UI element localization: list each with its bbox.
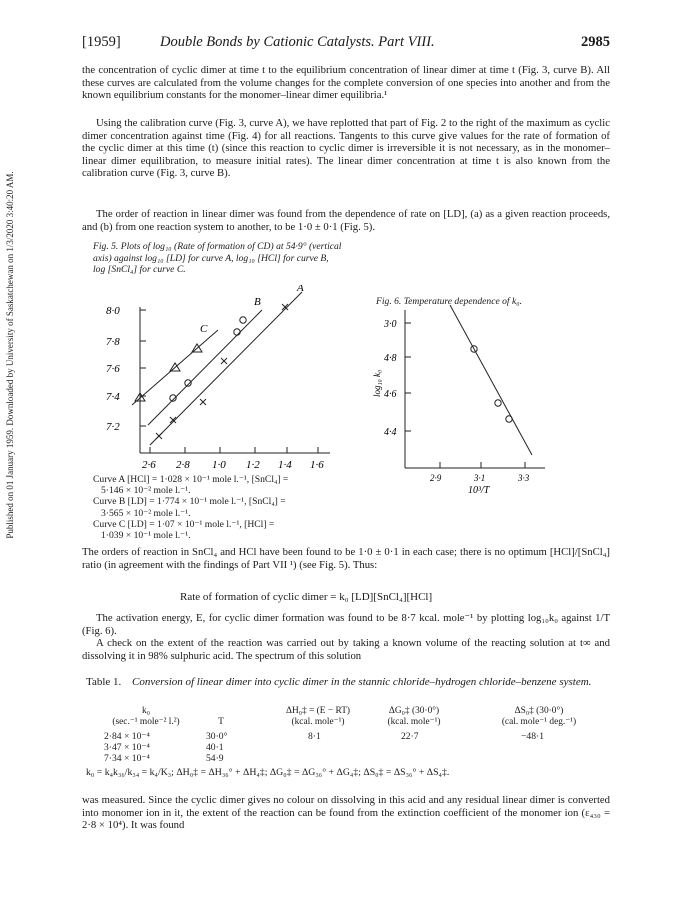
page-number: 2985 [581,34,610,50]
table-cell: 54·9 [206,753,224,765]
paragraph-3: The order of reaction in linear dimer was found from the dependence of rate on [LD], (a) as a given reaction proceeds, and (b) from one reaction system to another, to be 1·0 ± 0·1 (Fig. 5). [82,208,610,233]
header-ds-unit: (cal. mole⁻¹ deg.⁻¹) [501,717,577,727]
fig6-ytick: 3·0 [384,319,397,330]
fig5-legend-line: Curve A [HCl] = 1·028 × 10⁻¹ mole l.⁻¹, [SnCl₄] = [93,474,289,485]
table-cell: 8·1 [308,731,321,742]
table-cell: 3·47 × 10⁻⁴ [104,742,150,754]
fig5-ytick: 7·4 [106,391,120,403]
table1-header-k0 [94,706,198,728]
fig5-ytick: 7·6 [106,363,120,375]
paragraph-orders: The orders of reaction in SnCl₄ and HCl have been found to be 1·0 ± 0·1 in each case; there is no optimum [HCl]/[SnCl₄] ratio (in agreement with the findings of Part VII ¹) (see Fig. 5). Thus: [82,546,610,571]
fig6-fit-line [450,305,532,455]
header-year: [1959] [82,34,121,50]
fig5-label-c: C [200,323,208,335]
fig5-label-b: B [254,296,261,308]
header-ds: ΔS₀‡ (30·0°) [514,706,564,716]
header-k0: k₀ [142,706,150,716]
table-cell: −48·1 [521,731,544,742]
table1-col-t [206,731,227,765]
fig5-point [234,329,240,335]
header-dh: ΔH₀‡ = (E − RT) [285,706,351,716]
table1-header-t: T [218,717,224,727]
header-k0-unit: (sec.⁻¹ mole⁻² l.²) [112,717,180,727]
fig6-caption: Fig. 6. Temperature dependence of k₀. [376,296,522,307]
fig5-legend-line: 1·039 × 10⁻¹ mole l.⁻¹. [101,530,191,542]
fig5-ytick: 7·2 [106,421,120,433]
header-dg-unit: (kcal. mole⁻¹) [387,717,441,727]
fig5-xtick: 1·2 [246,459,260,471]
fig6-ytick: 4·8 [384,353,397,364]
table-cell: 2·84 × 10⁻⁴ [104,731,150,742]
fig5-plot [90,285,340,475]
fig6-ytick: 4·4 [384,427,397,438]
table-cell: 7·34 × 10⁻⁴ [104,753,150,765]
fig6-xtick: 3·1 [474,473,486,483]
table1-header-ds [484,706,594,728]
fig5-xtick: 1·0 [212,459,226,471]
fig5-legend-line: Curve C [LD] = 1·07 × 10⁻¹ mole l.⁻¹, [HCl] = [93,518,275,530]
fig6-x-label: 10³/T [468,485,490,495]
fig5-legend-line: Curve B [LD] = 1·774 × 10⁻¹ mole l.⁻¹, [SnCl₄] = [93,496,286,508]
table1-title-text: Conversion of linear dimer into cyclic dimer in the stannic chloride–hydrogen chloride–benzene system. [132,676,592,688]
table1-header-dg [374,706,454,728]
watermark-text: Published on 01 January 1959. Downloaded by University of Saskatchewan on 1/3/2020 3:40:20 AM. [5,171,15,539]
fig5-xtick: 2·6 [142,459,156,471]
fig6-ytick: 4·6 [384,389,397,400]
header-dh-unit: (kcal. mole⁻¹) [291,717,345,727]
fig5-xtick: 2·8 [176,459,190,471]
table-cell: 22·7 [401,731,419,742]
table1-title [86,676,616,689]
table1-header-dh [268,706,368,728]
fig6-point [495,400,501,406]
fig5-legend-line: 5·146 × 10⁻² mole l.⁻¹. [101,485,191,497]
fig6-y-label: log₁₀ k₀ [372,369,382,397]
fig5-ytick: 7·8 [106,336,120,348]
running-header [82,34,610,52]
fig5-legend [93,474,353,541]
table-cell: 40·1 [206,742,224,754]
table1-col-k0 [104,731,150,765]
rate-equation: Rate of formation of cyclic dimer = k₀ [LD][SnCl₄][HCl] [180,591,433,603]
fig5-xtick: 1·6 [310,459,324,471]
fig5-caption: Fig. 5. Plots of log₁₀ (Rate of formation of CD) at 54·9° (vertical axis) against log₁₀ [LD] for curve A, log₁₀ [HCl] for curve B, log [SnCl₄] for curve C. [93,241,342,275]
fig5-point [240,317,246,323]
paragraph-2: Using the calibration curve (Fig. 3, curve A), we have replotted that part of Fig. 2 to the right of the maximum as cyclic dimer concentration against time (Fig. 4) for all reactions. Tangents to this curve give values for the rate of formation of the cyclic dimer at this time (t) (since this reaction to cyclic dimer is irreversible it is not necessary, as in the monomer–linear dimer equilibration, to measure initial rates). The linear dimer concentration at time t is also known from the calibration curve (Fig. 3, curve B). [82,117,610,180]
table-cell: 30·0° [206,731,228,742]
paragraph-1: the concentration of cyclic dimer at time t to the equilibrium concentration of linear dimer at time t (Fig. 3, curve B). All these curves are calculated from the volume changes for the complete conversion of one species into another and from the known equilibrium constants for the monomer–linear dimer equilibria.¹ [82,64,610,102]
table1-number: Table 1. [86,676,122,688]
paragraph-final: was measured. Since the cyclic dimer gives no colour on dissolving in this acid and any residual linear dimer is converted into monomer ion in it, the extent of the reaction can be found from the extinction coefficient of the monomer ion (ε₄₃₀ = 2·8 × 10⁴). It was found [82,794,610,832]
download-watermark [2,120,18,590]
fig6-xtick: 3·3 [518,473,530,483]
fig5-ytick: 8·0 [106,305,120,317]
fig5-label-a: A [297,285,304,294]
fig5-curve-a [150,292,302,445]
fig5-legend-line: 3·565 × 10⁻² mole l.⁻¹. [101,507,191,519]
fig6-xtick: 2·9 [430,473,442,483]
paragraph-activation: The activation energy, E, for cyclic dimer formation was found to be 8·7 kcal. mole⁻¹ by plotting log₁₀k₀ against 1/T (Fig. 6). [82,612,610,637]
fig6-plot [360,305,560,495]
header-dg: ΔG₀‡ (30·0°) [388,706,440,716]
paragraph-check: A check on the extent of the reaction was carried out by taking a known volume of the reacting solution at t∞ and dissolving it in 98% sulphuric acid. The spectrum of this solution [82,637,610,662]
fig6-point [506,416,512,422]
fig5-xtick: 1·4 [278,459,292,471]
header-title: Double Bonds by Cationic Catalysts. Part VIII. [160,34,435,50]
table1-footnote: k₀ = k₄k₃₆/k₃₄ = k₄/K₃; ΔH₀‡ = ΔH₃₆° + ΔH₄‡; ΔG₀‡ = ΔG₃₆° + ΔG₄‡; ΔS₀‡ = ΔS₃₆° + ΔS₄‡. [86,767,450,778]
